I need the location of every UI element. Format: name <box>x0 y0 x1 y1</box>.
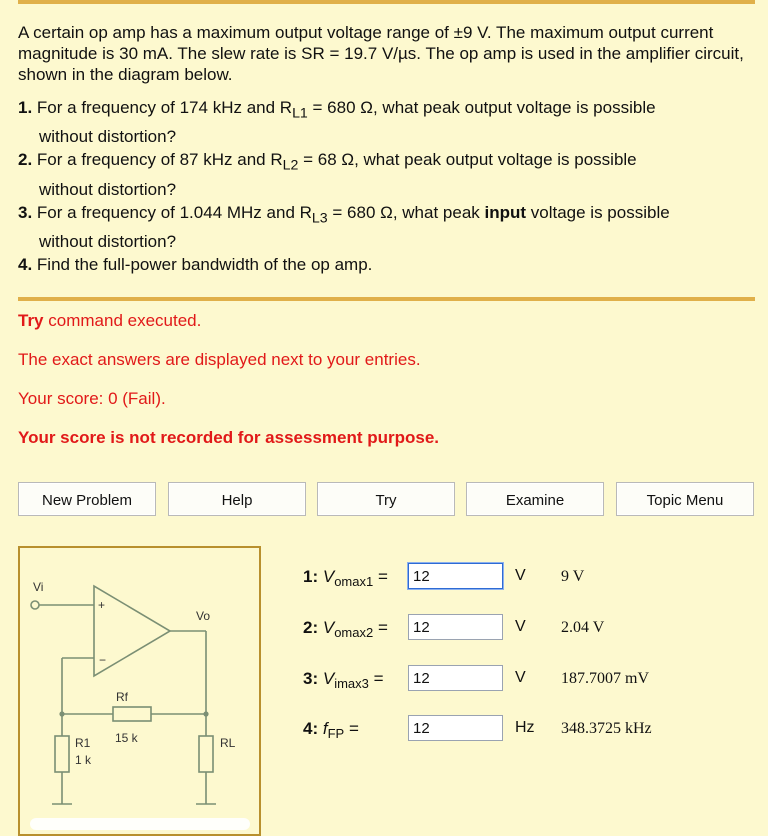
answer-symbol: V <box>322 669 335 688</box>
question-text: = 68 Ω, what peak output voltage is possible <box>298 150 637 170</box>
examine-button[interactable]: Examine <box>466 482 604 516</box>
question-subscript: L3 <box>311 210 328 227</box>
topic-menu-button[interactable]: Topic Menu <box>616 482 754 516</box>
answer-3-input[interactable] <box>408 665 503 691</box>
vi-terminal <box>31 601 39 609</box>
question-subscript: L2 <box>282 157 299 174</box>
score-text: Your score: 0 (Fail). <box>18 389 166 408</box>
question-text: voltage is possible <box>526 202 670 222</box>
exact-answers-message: The exact answers are displayed next to your entries. <box>18 350 421 369</box>
output-node <box>203 711 208 716</box>
try-status <box>18 311 439 350</box>
r1-resistor <box>55 736 69 772</box>
question-4 <box>18 253 748 276</box>
question-text-cont: without distortion? <box>39 127 177 147</box>
r1-value-label: 1 k <box>75 753 92 767</box>
question-text: For a frequency of 174 kHz and R <box>36 98 293 117</box>
equals-sign: = <box>377 567 388 586</box>
answer-symbol: V <box>322 567 335 586</box>
rl-resistor <box>199 736 213 772</box>
answer-number: 3: <box>303 669 319 688</box>
new-problem-button[interactable]: New Problem <box>18 482 156 516</box>
vi-label: Vi <box>33 580 44 594</box>
try-status-text: command executed. <box>43 311 202 330</box>
exact-answer: 9 V <box>561 568 585 585</box>
not-recorded-text: Your score is not recorded for assessment purpose. <box>18 428 440 447</box>
try-keyword: Try <box>18 311 44 330</box>
exact-answer: 187.7007 mV <box>561 670 649 687</box>
answer-number: 4: <box>303 719 319 738</box>
mid-divider <box>18 297 755 301</box>
equals-sign: = <box>373 669 384 688</box>
question-list <box>18 96 748 276</box>
answer-unit: Hz <box>515 719 535 736</box>
top-divider <box>18 0 755 4</box>
help-button[interactable]: Help <box>168 482 306 516</box>
answer-subscript: imax3 <box>334 676 369 691</box>
rf-value-label: 15 k <box>115 731 138 745</box>
question-text: For a frequency of 1.044 MHz and R <box>36 202 312 222</box>
answer-2-input[interactable] <box>408 614 503 640</box>
circuit-diagram <box>18 546 261 836</box>
answer-unit: V <box>515 618 526 635</box>
blurred-region <box>30 818 250 830</box>
question-text: Find the full-power bandwidth of the op amp. <box>36 255 373 275</box>
question-3 <box>18 201 748 253</box>
question-text: = 680 Ω, what peak <box>327 202 485 222</box>
answer-subscript: FP <box>327 726 345 741</box>
answer-label <box>303 618 388 640</box>
question-number: 3. <box>18 202 33 222</box>
op-amp-circuit <box>20 548 261 836</box>
answer-4-input[interactable] <box>408 715 503 741</box>
answer-subscript: omax1 <box>334 574 374 589</box>
answer-symbol: f <box>322 719 328 738</box>
question-text-cont: without distortion? <box>39 179 177 199</box>
answer-label <box>303 567 388 589</box>
question-1 <box>18 96 748 148</box>
problem-statement <box>18 22 748 276</box>
answer-label <box>303 669 384 691</box>
equals-sign: = <box>348 719 359 738</box>
answer-subscript: omax2 <box>334 625 374 640</box>
plus-label: + <box>98 598 106 612</box>
answer-number: 2: <box>303 618 319 637</box>
question-subscript: L1 <box>292 105 308 122</box>
question-text: For a frequency of 87 kHz and R <box>36 150 283 170</box>
answer-unit: V <box>515 669 526 686</box>
rf-label: Rf <box>116 690 128 704</box>
answer-symbol: V <box>322 618 335 637</box>
question-2 <box>18 148 748 200</box>
try-button[interactable]: Try <box>317 482 455 516</box>
answer-1-input[interactable] <box>408 563 503 589</box>
rl-label: RL <box>220 736 236 750</box>
answer-label <box>303 719 359 741</box>
exact-answer: 348.3725 kHz <box>561 720 652 737</box>
question-number: 1. <box>18 98 33 117</box>
question-text: = 680 Ω, what peak output voltage is possible <box>307 98 656 117</box>
exact-answer: 2.04 V <box>561 619 605 636</box>
not-recorded-message <box>18 428 439 467</box>
vo-label: Vo <box>196 609 211 623</box>
question-emphasis: input <box>484 202 527 222</box>
feedback-node <box>59 711 64 716</box>
question-number: 4. <box>18 255 33 275</box>
question-number: 2. <box>18 150 33 170</box>
equals-sign: = <box>377 618 388 637</box>
problem-intro: A certain op amp has a maximum output voltage range of ±9 V. The maximum output current magnitude is 30 mA. The slew rate is SR = 19.7 V/µs. The op amp is used in the amplifier circuit, shown in the diagram below. <box>18 23 744 84</box>
answer-unit: V <box>515 567 526 584</box>
minus-label: − <box>99 653 107 667</box>
feedback-panel <box>18 311 439 467</box>
answer-number: 1: <box>303 567 319 586</box>
question-text-cont: without distortion? <box>39 232 177 252</box>
rf-resistor <box>113 707 151 721</box>
r1-label: R1 <box>75 736 91 750</box>
